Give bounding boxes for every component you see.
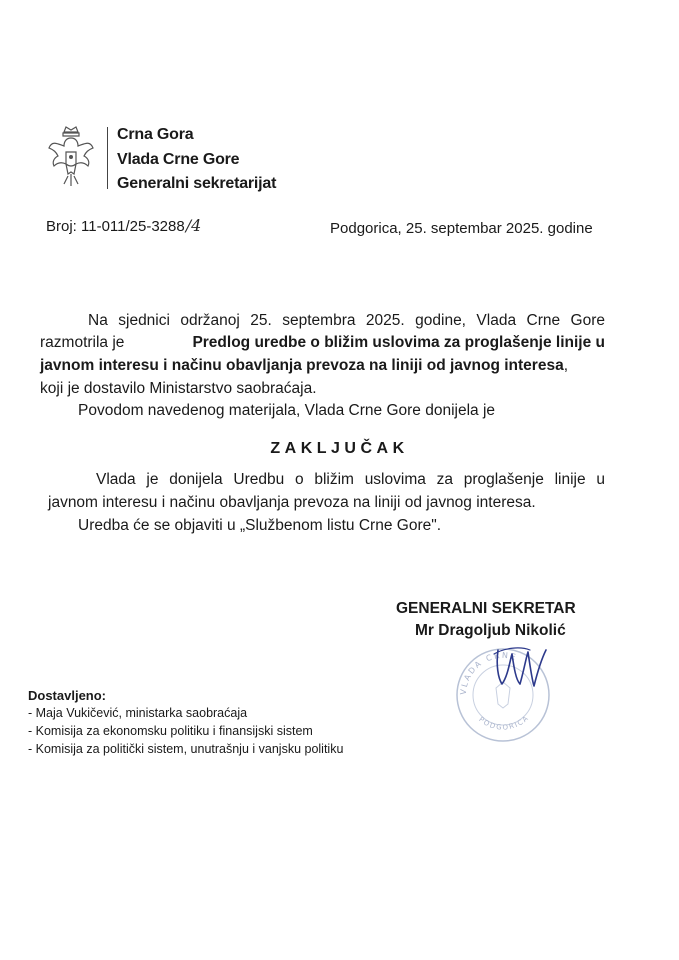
svg-text:PODGORICA bbox=[477, 714, 531, 732]
document-title: ZAKLJUČAK bbox=[270, 440, 409, 457]
signatory-title: GENERALNI SEKRETAR bbox=[396, 600, 576, 617]
signatory-name: Mr Dragoljub Nikolić bbox=[415, 622, 566, 639]
header-department: Generalni sekretarijat bbox=[117, 175, 277, 192]
intro-line-1: Na sjednici održanoj 25. septembra 2025. godine, Vlada Crne Gore bbox=[88, 312, 605, 329]
reference-number bbox=[46, 216, 201, 235]
header-government: Vlada Crne Gore bbox=[117, 151, 240, 168]
stamp-bottom-text: PODGORICA bbox=[477, 713, 531, 732]
stamp-top-text: VLADA CRNE bbox=[458, 650, 519, 696]
conclusion-line-1: Vlada je donijela Uredbu o bližim uslovima za proglašenje linije u bbox=[96, 471, 605, 488]
header-country: Crna Gora bbox=[117, 126, 194, 143]
header-divider bbox=[107, 127, 108, 189]
intro-line-2-plain: razmotrila je bbox=[40, 334, 125, 351]
intro-line-5: Povodom navedenog materijala, Vlada Crne Gore donijela je bbox=[78, 402, 496, 419]
intro-line-2 bbox=[40, 334, 605, 352]
intro-line-2-bold: Predlog uredbe o bližim uslovima za proglašenje linije u bbox=[192, 334, 605, 351]
distribution-label: Dostavljeno: bbox=[28, 688, 107, 703]
intro-line-3-comma: , bbox=[563, 357, 569, 374]
conclusion-line-2: javnom interesu i načinu obavljanja prevoza na liniji od javnog interesa. bbox=[48, 494, 536, 511]
handwritten-signature bbox=[490, 640, 550, 700]
coat-of-arms-icon bbox=[46, 124, 96, 190]
intro-line-3 bbox=[40, 357, 568, 375]
intro-line-4: koji je dostavilo Ministarstvo saobraćaja. bbox=[40, 380, 317, 397]
document-date: Podgorica, 25. septembar 2025. godine bbox=[330, 220, 593, 237]
intro-line-3-bold: javnom interesu i načinu obavljanja prevoza na liniji od javnog interesa bbox=[40, 357, 564, 374]
distribution-item: - Maja Vukičević, ministarka saobraćaja bbox=[28, 706, 248, 720]
distribution-item: - Komisija za politički sistem, unutrašnju i vanjsku politiku bbox=[28, 742, 344, 756]
distribution-item: - Komisija za ekonomsku politiku i finansijski sistem bbox=[28, 724, 313, 738]
conclusion-line-3: Uredba će se objaviti u „Službenom listu Crne Gore". bbox=[78, 517, 442, 534]
handwritten-suffix: /4 bbox=[185, 216, 202, 235]
reference-label: Broj: 11-011/25-3288 bbox=[46, 218, 185, 235]
